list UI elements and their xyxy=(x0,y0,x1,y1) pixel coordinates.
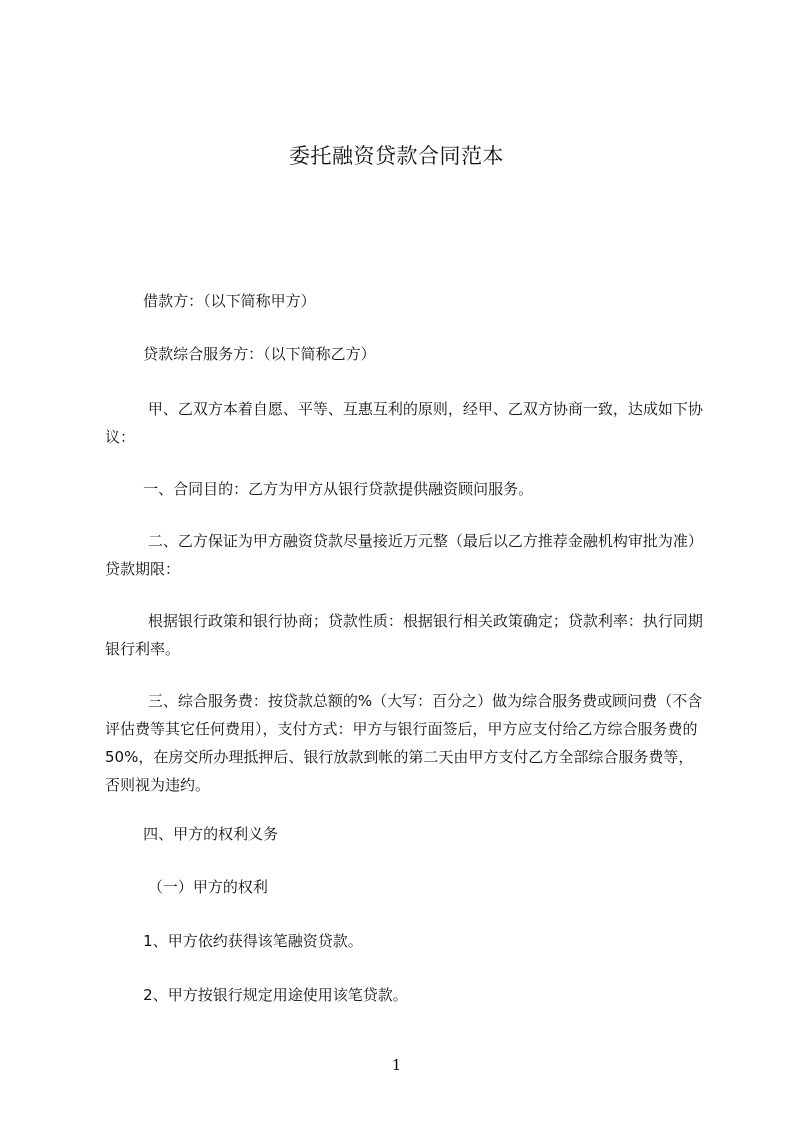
paragraph-clause-1: 一、合同目的：乙方为甲方从银行贷款提供融资顾问服务。 xyxy=(105,480,534,498)
paragraph-loan-terms: 根据银行政策和银行协商；贷款性质：根据银行相关政策确定；贷款利率：执行同期银行利率。 xyxy=(105,612,703,658)
paragraph-clause-3: 三、综合服务费：按贷款总额的%（大写：百分之）做为综合服务费或顾问费（不含评估费等其它任何费用），支付方式：甲方与银行面签后，甲方应支付给乙方综合服务费的50%，在房交所办理抵押后、银行放款到帐的第二天由甲方支付乙方全部综合服务费等，否则视为违约。 xyxy=(105,692,703,794)
paragraph-subsection-heading: （一）甲方的权利 xyxy=(105,878,268,896)
document-title: 委托融资贷款合同范本 xyxy=(289,144,504,168)
paragraph-borrower: 借款方：（以下简称甲方） xyxy=(105,292,316,310)
paragraph-clause-2: 二、乙方保证为甲方融资贷款尽量接近万元整（最后以乙方推荐金融机构审批为准）贷款期限： xyxy=(105,532,703,578)
page-number: 1 xyxy=(391,1056,402,1074)
paragraph-right-2: 2、甲方按银行规定用途使用该笔贷款。 xyxy=(105,986,408,1004)
paragraph-service-party: 贷款综合服务方：（以下简称乙方） xyxy=(105,345,376,363)
paragraph-clause-4-heading: 四、甲方的权利义务 xyxy=(105,825,279,843)
paragraph-right-1: 1、甲方依约获得该笔融资贷款。 xyxy=(105,932,363,950)
paragraph-preamble: 甲、乙双方本着自愿、平等、互惠互利的原则，经甲、乙双方协商一致，达成如下协议： xyxy=(105,400,703,446)
